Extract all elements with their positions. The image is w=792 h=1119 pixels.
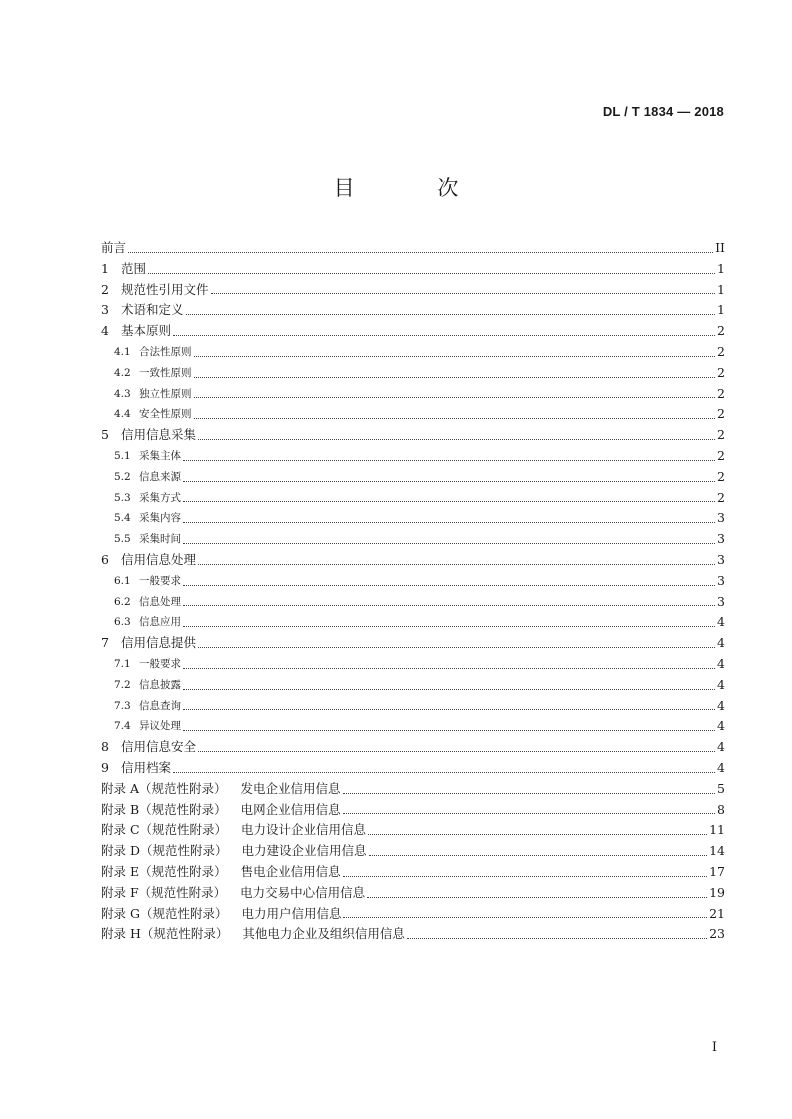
toc-entry[interactable] [101,883,725,904]
toc-entry-label: 前言 [101,240,127,255]
toc-entry-page: 4 [717,759,725,775]
toc-entry-page: 5 [717,780,725,796]
toc-dot-leader [183,689,715,690]
toc-dot-leader [173,772,715,773]
table-of-contents [101,238,725,945]
toc-dot-leader [194,397,716,398]
toc-entry-number: 附录 C（规范性附录） [101,822,228,838]
toc-entry-page: 3 [717,531,725,547]
toc-entry-label: 采集时间 [139,533,181,546]
toc-entry[interactable] [101,571,725,592]
toc-entry-number: 1 [101,260,109,276]
toc-dot-leader [183,730,715,731]
toc-entry-label: 电力交易中心信用信息 [240,884,366,900]
toc-entry[interactable] [101,758,725,779]
toc-entry[interactable] [101,550,725,571]
toc-entry-page: 3 [717,510,725,526]
toc-entry-page: II [715,240,725,255]
toc-entry-page: 1 [717,302,725,318]
toc-entry-label: 术语和定义 [121,302,184,318]
toc-entry-page: 3 [717,551,725,567]
toc-entry-number: 5.5 [114,533,131,546]
toc-dot-leader [183,709,715,710]
toc-entry-number: 9 [101,759,109,775]
toc-entry-number: 4.4 [114,408,131,421]
toc-dot-leader [343,793,716,794]
toc-dot-leader [198,751,715,752]
toc-entry-label: 规范性引用文件 [121,281,209,297]
toc-entry[interactable] [101,924,725,945]
toc-entry[interactable] [101,259,725,280]
toc-entry-number: 6.2 [114,595,131,608]
toc-entry-label: 信用信息采集 [121,427,197,443]
toc-entry[interactable] [101,633,725,654]
toc-entry-label: 信息应用 [139,616,181,629]
toc-entry[interactable] [101,404,725,425]
toc-entry-page: 2 [717,427,725,443]
toc-dot-leader [183,460,715,461]
toc-dot-leader [183,501,715,502]
toc-entry-label: 信息处理 [139,595,181,608]
toc-entry-number: 7 [101,635,109,651]
toc-dot-leader [128,252,713,253]
toc-entry[interactable] [101,529,725,550]
toc-entry-page: 8 [717,801,725,817]
toc-entry[interactable] [101,342,725,363]
toc-entry[interactable] [101,800,725,821]
toc-entry[interactable] [101,238,725,259]
toc-entry-number: 附录 B（规范性附录） [101,801,227,817]
toc-dot-leader [148,273,715,274]
toc-entry-label: 采集方式 [139,491,181,504]
toc-entry-page: 4 [717,635,725,651]
toc-dot-leader [198,564,715,565]
toc-entry[interactable] [101,862,725,883]
toc-entry-number: 4 [101,323,109,339]
toc-entry-number: 4.1 [114,345,131,358]
toc-dot-leader [183,522,715,523]
toc-entry-number: 6 [101,551,109,567]
toc-entry-number: 附录 E（规范性附录） [101,863,227,879]
toc-dot-leader [368,834,707,835]
toc-dot-leader [183,668,715,669]
toc-entry-page: 21 [709,905,725,921]
toc-entry-label: 采集内容 [139,512,181,525]
toc-entry-label: 信息来源 [139,470,181,483]
toc-entry-label: 电力建设企业信用信息 [241,843,367,859]
toc-dot-leader [183,626,715,627]
toc-dot-leader [367,897,707,898]
toc-entry-label: 基本原则 [121,323,172,339]
toc-entry-number: 8 [101,739,109,755]
toc-dot-leader [186,314,716,315]
toc-entry-number: 7.3 [114,699,131,712]
toc-entry-label: 信用信息提供 [121,635,197,651]
toc-entry-page: 2 [717,343,725,359]
toc-entry-label: 信用信息安全 [121,739,197,755]
toc-dot-leader [194,377,716,378]
toc-entry-label: 发电企业信用信息 [240,780,341,796]
toc-entry[interactable] [101,696,725,717]
toc-entry-page: 19 [709,884,725,900]
toc-entry[interactable] [101,508,725,529]
toc-entry-number: 附录 F（规范性附录） [101,884,227,900]
toc-entry-label: 一致性原则 [139,366,192,379]
toc-entry-number: 2 [101,281,109,297]
toc-entry[interactable] [101,321,725,342]
toc-entry-label: 电网企业信用信息 [240,801,341,817]
toc-dot-leader [173,335,715,336]
toc-entry-page: 4 [717,655,725,671]
toc-entry-page: 11 [709,822,725,838]
toc-entry-number: 5.4 [114,512,131,525]
toc-entry-label: 异议处理 [139,720,181,733]
toc-entry-label: 信息披露 [139,678,181,691]
toc-entry[interactable] [101,737,725,758]
toc-entry-label: 信用信息处理 [121,551,197,567]
toc-entry-label: 范围 [121,260,147,276]
toc-entry[interactable] [101,446,725,467]
toc-entry-label: 独立性原则 [139,387,192,400]
toc-entry-number: 7.2 [114,678,131,691]
toc-entry[interactable] [101,280,725,301]
toc-dot-leader [343,876,707,877]
toc-dot-leader [183,543,715,544]
toc-entry-label: 电力用户信用信息 [241,905,342,921]
toc-entry-number: 附录 G（规范性附录） [101,905,228,921]
toc-dot-leader [211,293,716,294]
toc-dot-leader [343,917,707,918]
toc-entry-page: 3 [717,572,725,588]
toc-entry-page: 17 [709,863,725,879]
toc-entry-number: 5 [101,427,109,443]
toc-entry-page: 23 [709,926,725,942]
toc-entry-page: 4 [717,718,725,734]
toc-entry-label: 采集主体 [139,449,181,462]
toc-entry[interactable] [101,716,725,737]
toc-entry-number: 5.2 [114,470,131,483]
toc-entry-page: 2 [717,364,725,380]
toc-entry[interactable] [101,592,725,613]
toc-dot-leader [194,418,716,419]
toc-entry-label: 一般要求 [139,657,181,670]
toc-dot-leader [183,585,715,586]
page-number: I [711,1040,717,1055]
toc-entry-page: 2 [717,385,725,401]
toc-entry-number: 6.3 [114,616,131,629]
toc-entry-number: 4.2 [114,366,131,379]
toc-entry-label: 安全性原则 [139,408,192,421]
toc-entry-number: 附录 H（规范性附录） [101,926,229,942]
toc-entry-number: 5.3 [114,491,131,504]
toc-dot-leader [198,439,715,440]
toc-entry[interactable] [101,467,725,488]
toc-entry[interactable] [101,820,725,841]
toc-dot-leader [343,813,715,814]
toc-dot-leader [198,647,715,648]
toc-entry-number: 附录 A（规范性附录） [101,780,227,796]
toc-entry[interactable] [101,779,725,800]
toc-entry-page: 3 [717,593,725,609]
toc-entry-number: 5.1 [114,449,131,462]
toc-entry-label: 一般要求 [139,574,181,587]
toc-entry-page: 2 [717,489,725,505]
toc-dot-leader [407,938,707,939]
toc-entry[interactable] [101,612,725,633]
toc-entry-page: 14 [709,843,725,859]
toc-entry[interactable] [101,488,725,509]
toc-entry-label: 信息查询 [139,699,181,712]
toc-entry-page: 4 [717,676,725,692]
toc-entry[interactable] [101,904,725,925]
toc-dot-leader [183,481,715,482]
toc-entry[interactable] [101,300,725,321]
toc-dot-leader [194,356,716,357]
toc-entry-page: 2 [717,468,725,484]
toc-entry-label: 售电企业信用信息 [240,863,341,879]
toc-entry-number: 7.4 [114,720,131,733]
toc-entry[interactable] [101,384,725,405]
toc-entry-page: 1 [717,260,725,276]
toc-entry-page: 4 [717,697,725,713]
toc-entry-page: 2 [717,447,725,463]
toc-entry[interactable] [101,363,725,384]
toc-entry[interactable] [101,654,725,675]
toc-entry-page: 4 [717,614,725,630]
toc-entry-number: 6.1 [114,574,131,587]
toc-entry-number: 附录 D（规范性附录） [101,843,228,859]
toc-entry-page: 2 [717,406,725,422]
toc-entry-number: 4.3 [114,387,131,400]
toc-entry[interactable] [101,425,725,446]
toc-dot-leader [369,855,708,856]
standard-code: DL / T 1834 — 2018 [602,104,724,119]
toc-entry[interactable] [101,675,725,696]
toc-entry[interactable] [101,841,725,862]
toc-entry-page: 2 [717,323,725,339]
toc-entry-number: 3 [101,302,109,318]
toc-dot-leader [183,605,715,606]
toc-entry-label: 电力设计企业信用信息 [241,822,367,838]
toc-entry-page: 1 [717,281,725,297]
toc-entry-label: 信用档案 [121,759,172,775]
toc-title: 目 次 [333,176,497,200]
toc-entry-page: 4 [717,739,725,755]
toc-entry-number: 7.1 [114,657,131,670]
toc-entry-label: 其他电力企业及组织信用信息 [242,926,405,942]
toc-entry-label: 合法性原则 [139,345,192,358]
